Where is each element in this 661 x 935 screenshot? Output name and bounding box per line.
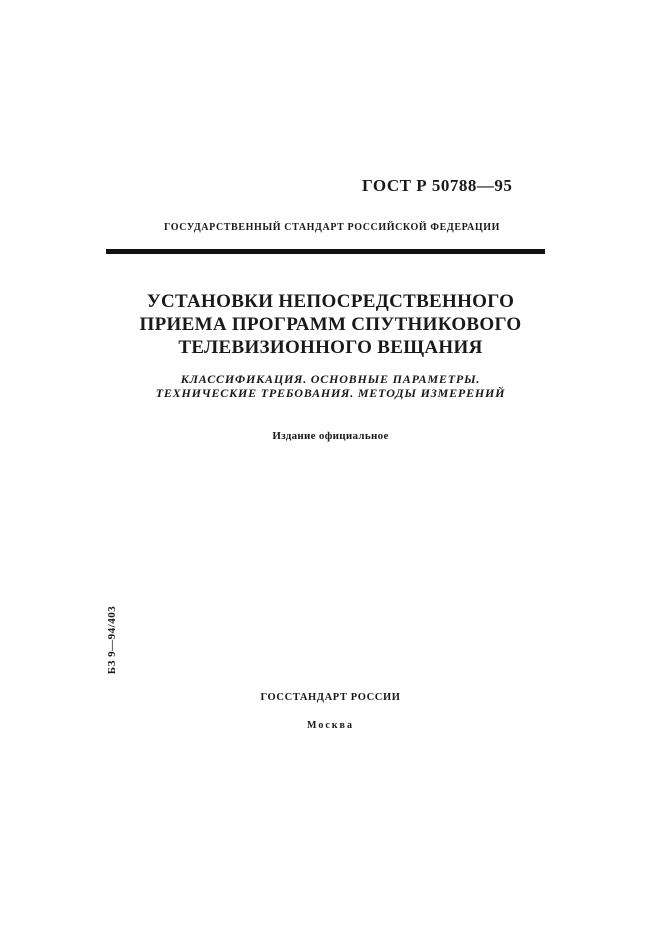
subtitle-line: КЛАССИФИКАЦИЯ. ОСНОВНЫЕ ПАРАМЕТРЫ. [180,372,481,386]
document-subtitle [0,372,661,400]
subtitle-line: ТЕХНИЧЕСКИЕ ТРЕБОВАНИЯ. МЕТОДЫ ИЗМЕРЕНИЙ [155,386,506,400]
title-line: ТЕЛЕВИЗИОННОГО ВЕЩАНИЯ [178,337,483,358]
side-code-text: БЗ 9—94/403 [106,605,118,675]
document-title [0,290,661,359]
title-line: УСТАНОВКИ НЕПОСРЕДСТВЕННОГО [146,291,515,312]
title-line: ПРИЕМА ПРОГРАММ СПУТНИКОВОГО [139,314,522,335]
publication-city: Москва [307,720,354,731]
publisher: ГОССТАНДАРТ РОССИИ [260,692,401,703]
standard-number: ГОСТ Р 50788—95 [362,176,513,195]
edition-note: Издание официальное [272,430,389,442]
standard-header: ГОСУДАРСТВЕННЫЙ СТАНДАРТ РОССИЙСКОЙ ФЕДЕРАЦИИ [164,222,500,233]
header-rule [106,249,545,254]
